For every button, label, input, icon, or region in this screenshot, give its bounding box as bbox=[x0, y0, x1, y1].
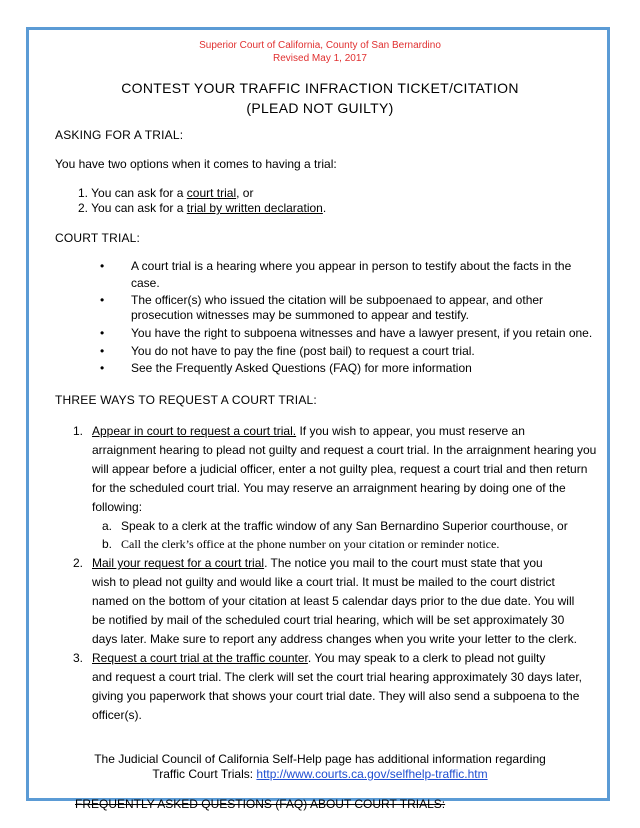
item-1-sub-a: Speak to a clerk at the traffic window of any San Bernardino Superior courthouse, or bbox=[121, 519, 568, 533]
option-2: 2. You can ask for a trial by written declaration. bbox=[78, 201, 327, 215]
bullet-icon: • bbox=[100, 293, 105, 307]
item-1-number: 1. bbox=[73, 424, 84, 438]
bullet-3: You have the right to subpoena witnesses and have a lawyer present, if you retain one. bbox=[131, 326, 593, 340]
bullet-2-line-1: The officer(s) who issued the citation will be subpoenaed to appear, and other bbox=[131, 293, 544, 307]
item-1-line-2: arraignment hearing to plead not guilty and request a court trial. In the arraignment hearing you bbox=[92, 443, 597, 457]
court-trial-heading: COURT TRIAL: bbox=[55, 231, 141, 245]
court-name: Superior Court of California, County of San Bernardino bbox=[199, 40, 441, 51]
item-3-line-3: giving you paperwork that shows your court trial date. They will also send a subpoena to the bbox=[92, 689, 580, 703]
item-2-line-2: wish to plead not guilty and would like a court trial. It must be mailed to the court district bbox=[92, 575, 555, 589]
page-subtitle: (PLEAD NOT GUILTY) bbox=[246, 100, 394, 116]
bullet-5: See the Frequently Asked Questions (FAQ) for more information bbox=[131, 361, 472, 375]
item-1-line-3: will appear before a judicial officer, enter a not guilty plea, request a court trial and then return bbox=[92, 462, 588, 476]
item-1-sub-b-letter: b. bbox=[102, 537, 113, 551]
bullet-icon: • bbox=[100, 326, 105, 340]
item-3-line-2: and request a court trial. The clerk will set the court trial hearing approximately 30 days later, bbox=[92, 670, 583, 684]
bullet-icon: • bbox=[100, 344, 105, 358]
item-3-line-1: Request a court trial at the traffic counter. You may speak to a clerk to plead not guilty bbox=[92, 651, 546, 665]
item-2-line-4: be notified by mail of the scheduled court trial hearing, which will be set approximately 30 bbox=[92, 613, 565, 627]
item-2-heading: Mail your request for a court trial bbox=[92, 556, 265, 570]
item-2-line-3: named on the bottom of your citation at least 5 calendar days prior to the due date. You will bbox=[92, 594, 575, 608]
item-2-line-5: days later. Make sure to report any address changes when you write your letter to the clerk. bbox=[92, 632, 577, 646]
item-2-line-1: Mail your request for a court trial. The notice you mail to the court must state that you bbox=[92, 556, 543, 570]
bullet-icon: • bbox=[100, 361, 105, 375]
self-help-link[interactable]: http://www.courts.ca.gov/selfhelp-traffic.htm bbox=[256, 767, 488, 781]
revised-date: Revised May 1, 2017 bbox=[273, 53, 367, 64]
item-1-sub-b: Call the clerk’s office at the phone number on your citation or reminder notice. bbox=[121, 537, 500, 551]
three-ways-heading: THREE WAYS TO REQUEST A COURT TRIAL: bbox=[55, 393, 317, 407]
page-border bbox=[26, 27, 610, 801]
item-2-number: 2. bbox=[73, 556, 84, 570]
bullet-1-line-1: A court trial is a hearing where you appear in person to testify about the facts in the bbox=[131, 259, 572, 273]
item-3-number: 3. bbox=[73, 651, 84, 665]
bullet-1-line-2: case. bbox=[131, 276, 160, 290]
footer-line-1: The Judicial Council of California Self-Help page has additional information regarding bbox=[94, 752, 546, 766]
bullet-4: You do not have to pay the fine (post bail) to request a court trial. bbox=[131, 344, 475, 358]
item-1-heading: Appear in court to request a court trial. bbox=[92, 424, 297, 438]
bullet-icon: • bbox=[100, 259, 105, 273]
asking-heading: ASKING FOR A TRIAL: bbox=[55, 128, 184, 142]
item-1-sub-a-letter: a. bbox=[102, 519, 113, 533]
footer-line-2: Traffic Court Trials: http://www.courts.ca.gov/selfhelp-traffic.htm bbox=[152, 767, 488, 781]
item-3-heading: Request a court trial at the traffic counter bbox=[92, 651, 308, 665]
option-1: 1. You can ask for a court trial, or bbox=[78, 186, 254, 200]
item-3-line-4: officer(s). bbox=[92, 708, 142, 722]
written-declaration-link[interactable]: trial by written declaration bbox=[186, 201, 323, 215]
item-1-line-5: following: bbox=[92, 500, 143, 514]
item-1-line-4: for the scheduled court trial. You may reserve an arraignment hearing by doing one of the bbox=[92, 481, 566, 495]
asking-intro: You have two options when it comes to having a trial: bbox=[55, 157, 337, 171]
bullet-2-line-2: prosecution witnesses may be summoned to appear and testify. bbox=[131, 308, 469, 322]
page-title: CONTEST YOUR TRAFFIC INFRACTION TICKET/CITATION bbox=[121, 80, 519, 96]
item-1-line-1: Appear in court to request a court trial. If you wish to appear, you must reserve an bbox=[92, 424, 525, 438]
court-trial-link[interactable]: court trial bbox=[186, 186, 237, 200]
faq-heading-cut: FREQUENTLY ASKED QUESTIONS (FAQ) ABOUT COURT TRIALS: bbox=[75, 797, 446, 811]
